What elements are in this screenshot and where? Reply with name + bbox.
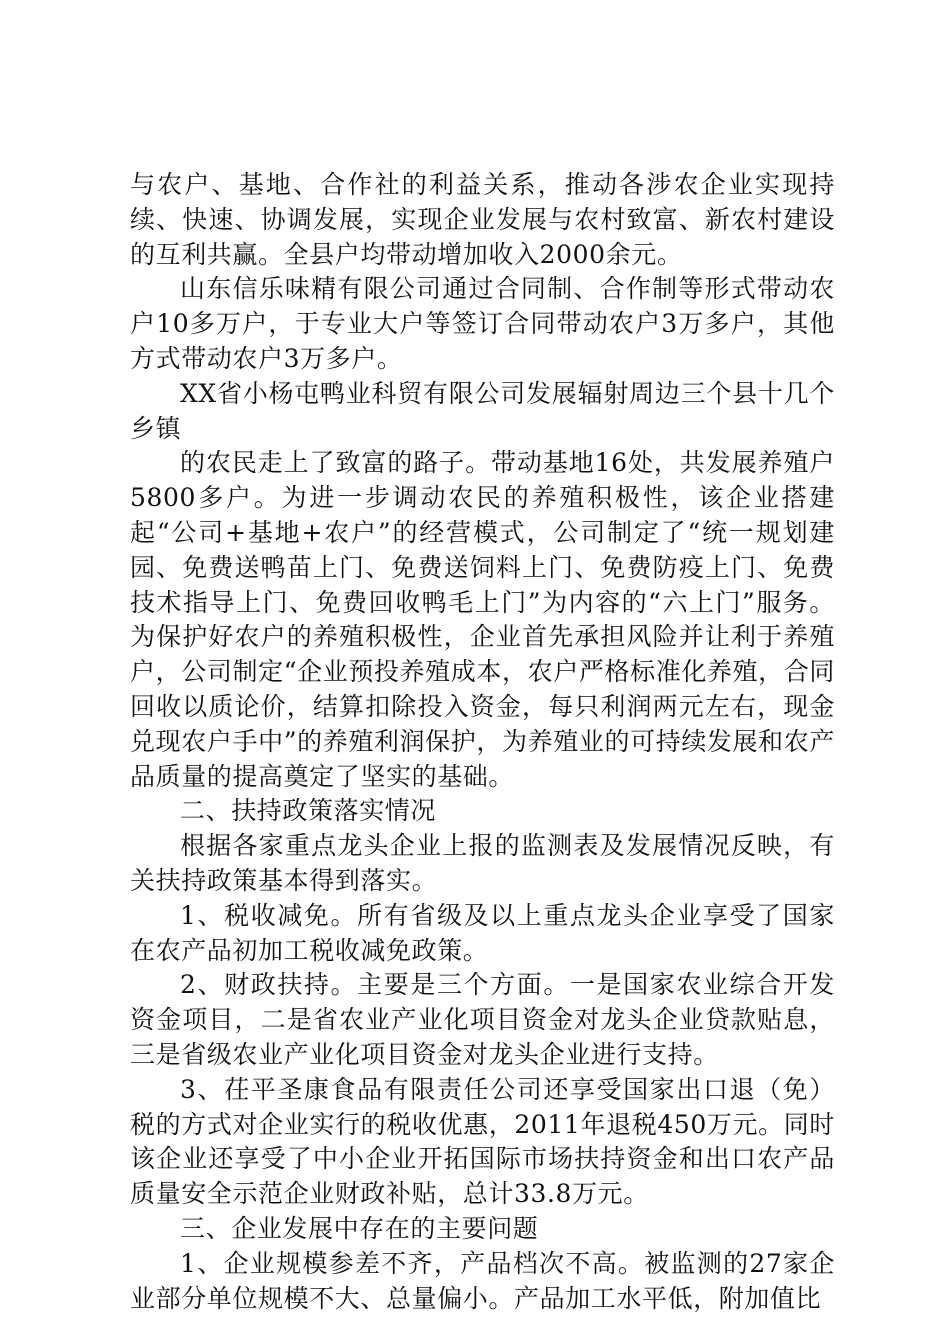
paragraph-tax-reduction: 1、税收减免。所有省级及以上重点龙头企业享受了国家在农产品初加工税收减免政策。 <box>130 900 835 965</box>
paragraph-continuation: 与农户、基地、合作社的利益关系，推动各涉农企业实现持续、快速、协调发展，实现企业发展与农村致富、新农村建设的互利共赢。全县户均带动增加收入2000余元。 <box>130 170 835 269</box>
paragraph-fiscal-support: 2、财政扶持。主要是三个方面。一是国家农业综合开发资金项目，二是省农业产业化项目资金对龙头企业贷款贴息，三是省级农业产业化项目资金对龙头企业进行支持。 <box>130 970 835 1069</box>
paragraph-policy-intro: 根据各家重点龙头企业上报的监测表及发展情况反映，有关扶持政策基本得到落实。 <box>130 831 835 895</box>
paragraph-xiaoyangtun-body: 的农民走上了致富的路子。带动基地16处，共发展养殖户5800多户。为进一步调动农民的养殖积极性，该企业搭建起“公司+基地+农户”的经营模式，公司制定了“统一规划建园、免费送鸭苗上门、免费送饲料上门、免费防疫上门、免费技术指导上门、免费回收鸭毛上门”为内容的“六上门”服务。为保护好农户的养殖积极性，企业首先承担风险并让利于养殖户，公司制定“企业预投养殖成本，农户严格标准化养殖，合同回收以质论价，结算扣除投入资金，每只利润两元左右，现金兑现农户手中”的养殖利润保护，为养殖业的可持续发展和农产品质量的提高奠定了坚实的基础。 <box>130 448 835 791</box>
paragraph-shandong-xinle: 山东信乐味精有限公司通过合同制、合作制等形式带动农户10多万户，于专业大户等签订合同带动农户3万多户，其他方式带动农户3万多户。 <box>130 274 835 373</box>
section-heading-policy: 二、扶持政策落实情况 <box>180 796 437 826</box>
document-body <box>130 168 835 1316</box>
paragraph-scale-issue: 1、企业规模参差不齐，产品档次不高。被监测的27家企业部分单位规模不大、总量偏小。产品加工水平低，附加值比 <box>130 1248 835 1313</box>
section-heading-problems: 三、企业发展中存在的主要问题 <box>180 1213 539 1243</box>
paragraph-export-rebate: 3、茌平圣康食品有限责任公司还享受国家出口退（免）税的方式对企业实行的税收优惠，2011年退税450万元。同时该企业还享受了中小企业开拓国际市场扶持资金和出口农产品质量安全示范企业财政补贴，总计33.8万元。 <box>130 1074 835 1209</box>
paragraph-xiaoyangtun-heading: XX省小杨屯鸭业科贸有限公司发展辐射周边三个县十几个乡镇 <box>130 378 835 443</box>
